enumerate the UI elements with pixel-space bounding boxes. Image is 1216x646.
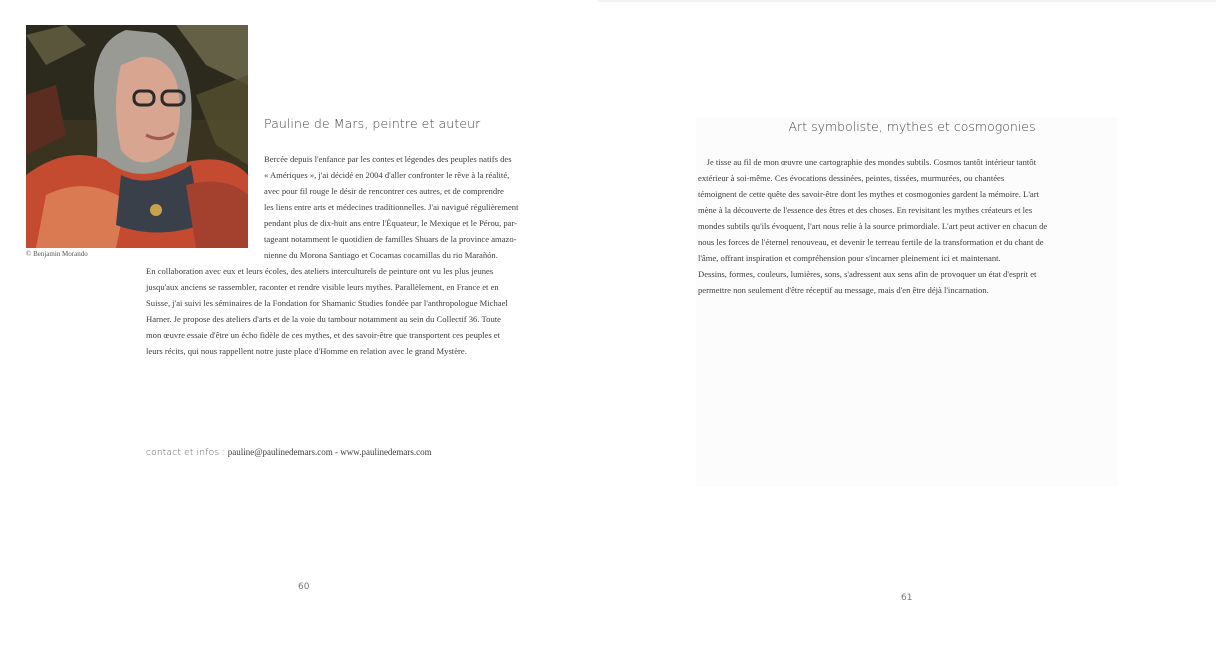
- bio-line: avec pour fil rouge le désir de rencontrer ces autres, et de comprendre: [264, 186, 504, 196]
- author-portrait-photo: [26, 25, 248, 248]
- author-title: Pauline de Mars, peintre et auteur: [264, 116, 481, 131]
- section-title: Art symboliste, mythes et cosmogonies: [788, 119, 1036, 134]
- art-line: nous les forces de l'éternel renouveau, et devenir le terreau fertile de la transformation et du chant de: [698, 237, 1044, 247]
- art-line: extérieur à soi-même. Ces évocations dessinées, peintes, tissées, murmurées, ou chantées: [698, 173, 1005, 183]
- art-line: mondes subtils qu'ils évoquent, l'art nous relie à la source primordiale. L'art peut activer en chacun de: [698, 221, 1048, 231]
- art-line: témoignent de cette quête des savoir-être dont les mythes et cosmogonies gardent la mémoire. L'art: [698, 189, 1039, 199]
- bio-line: Suisse, j'ai suivi les séminaires de la Fondation for Shamanic Studies fondée par l'anthropologue Michael: [146, 298, 508, 308]
- bio-line: nienne du Morona Santiago et Cocamas cocamillas du rio Marañón.: [264, 250, 498, 260]
- photo-credit: © Benjamin Morando: [26, 250, 88, 258]
- art-line: permettre non seulement d'être réceptif au message, mais d'en être déjà l'incarnation.: [698, 285, 989, 295]
- contact-info: [146, 447, 432, 458]
- art-line: mène à la découverte de l'essence des êtres et des choses. En revisitant les mythes créateurs et les: [698, 205, 1033, 215]
- bio-full-paragraph: [146, 263, 508, 359]
- art-line: Je tisse au fil de mon œuvre une cartographie des mondes subtils. Cosmos tantôt intérieur tantôt: [698, 157, 1036, 167]
- page-number-left: 60: [298, 582, 310, 592]
- bio-line: Harner. Je propose des ateliers d'arts et de la voie du tambour notamment au sein du Collectif 36. Toute: [146, 314, 501, 324]
- art-line: Dessins, formes, couleurs, lumières, sons, s'adressent aux sens afin de provoquer un état d'esprit et: [698, 269, 1037, 279]
- bio-line: « Amériques », j'ai décidé en 2004 d'aller confronter le rêve à la réalité,: [264, 170, 510, 180]
- contact-links[interactable]: pauline@paulinedemars.com - www.paulinedemars.com: [227, 447, 432, 457]
- bio-wrapped-paragraph: [264, 151, 519, 263]
- bio-line: jusqu'aux anciens se rassembler, raconter et rendre visible leurs mythes. Parallèlement, en France et en: [146, 282, 499, 292]
- bio-line: les liens entre arts et médecines traditionnelles. J'ai navigué régulièrement: [264, 202, 519, 212]
- art-line: l'âme, offrant inspiration et compréhension pour s'incarner pleinement ici et maintenant.: [698, 253, 1001, 263]
- bio-line: En collaboration avec eux et leurs écoles, des ateliers interculturels de peinture ont vu les plus jeunes: [146, 266, 494, 276]
- page-number-right: 61: [901, 593, 913, 603]
- art-paragraph: [698, 154, 1047, 298]
- bio-line: tageant notamment le quotidien de familles Shuars de la province amazo-: [264, 234, 517, 244]
- page-divider-line: [598, 0, 1216, 2]
- bio-line: mon œuvre essaie d'être un écho fidèle de ces mythes, et des savoir-être que transportent ces peuples et: [146, 330, 501, 340]
- contact-label: contact et infos :: [146, 448, 226, 458]
- bio-line: Bercée depuis l'enfance par les contes et légendes des peuples natifs des: [264, 154, 512, 164]
- bio-line: pendant plus de dix-huit ans entre l'Équateur, le Mexique et le Pérou, par-: [264, 218, 518, 228]
- bio-line: leurs récits, qui nous rappellent notre juste place d'Homme en relation avec le grand Mystère.: [146, 346, 467, 356]
